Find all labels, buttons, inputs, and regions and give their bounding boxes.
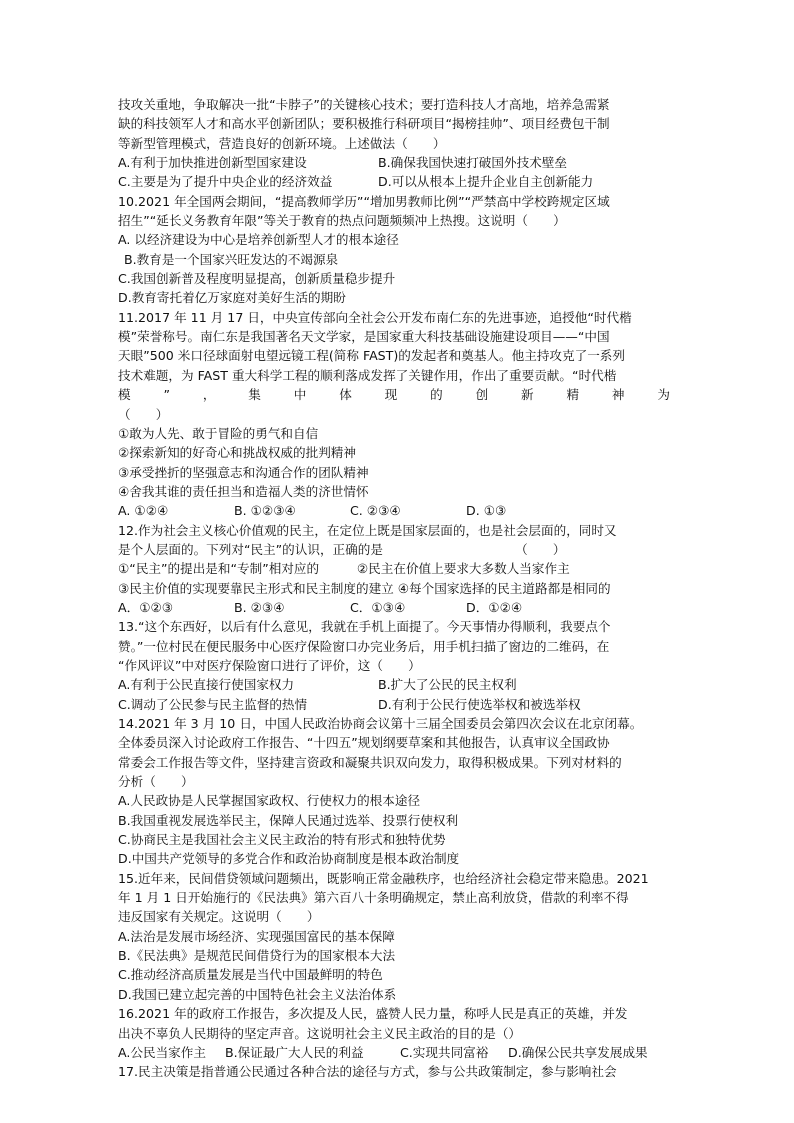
q11-word: 的: [430, 387, 443, 403]
q10-stem-line-1: 10.2021 年全国两会期间，“提高教师学历”“增加男教师比例”“严禁高中学校跨规定区域: [118, 193, 610, 209]
q14-stem-line-2: 全体委员深入讨论政府工作报告、“十四五”规划纲要草案和其他报告，认真审议全国政协: [118, 735, 610, 751]
q11-statement-4: ④舍我其谁的责任担当和造福人类的济世情怀: [118, 483, 369, 499]
q11-word: 中: [293, 387, 307, 403]
q11-statement-1: ①敢为人先、敢于冒险的勇气和自信: [118, 425, 319, 441]
q11-word: ”: [163, 387, 170, 403]
q11-answer-bracket: （ ）: [118, 406, 169, 422]
q13-option-b: B.扩大了公民的民主权利: [378, 677, 517, 693]
q11-options: [118, 501, 678, 520]
q14-option-c: C.协商民主是我国社会主义民主政治的特有形式和独特优势: [118, 832, 446, 848]
q10-stem-line-2: 招生”“延长义务教育年限”等关于教育的热点问题频频冲上热搜。这说明（ ）: [118, 213, 566, 229]
q12-option-b: B. ②③④: [234, 599, 285, 615]
q9-stem-line-2: 缺的科技领军人才和高水平创新团队；要积极推行科研项目“揭榜挂帅”、项目经费包干制: [118, 116, 610, 132]
q14-stem-line-3: 常委会工作报告等文件，坚持建言资政和凝聚共识双向发力，取得积极成果。下列对材料的: [118, 754, 622, 770]
q14-stem-line-1: 14.2021 年 3 月 10 日，中国人民政治协商会议第十三届全国委员会第四次会议在北京闭幕。: [118, 716, 643, 731]
q13-option-a: A.有利于公民直接行使国家权力: [118, 677, 295, 693]
q11-statement-3: ③承受挫折的坚强意志和沟通合作的团队精神: [118, 464, 369, 480]
q11-word: ，: [202, 387, 216, 403]
q10-option-a: A. 以经济建设为中心是培养创新型人才的根本途径: [118, 232, 399, 248]
q14-stem-line-4: 分析（ ）: [118, 774, 194, 790]
q13-stem-line-3: “作风评议”中对医疗保险窗口进行了评价，这（ ）: [118, 657, 421, 673]
q11-word: 体: [339, 387, 352, 403]
q15-option-a: A.法治是发展市场经济、实现强国富民的基本保障: [118, 928, 395, 944]
q13-stem-line-2: 赞。”一位村民在便民服务中心医疗保险窗口办完业务后，用手机扫描了窗边的二维码，在: [118, 638, 610, 654]
q11-word: 集: [248, 387, 261, 403]
q15-stem-line-2: 年 1 月 1 日开始施行的《民法典》第六百八十条明确规定，禁止高利放贷，借款的利率不得: [118, 890, 629, 906]
q11-word: 创: [475, 387, 489, 403]
q12-statements-1-2: ①“民主”的提出是和“专制”相对应的 ②民主在价值上要求大多数人当家作主: [118, 561, 570, 577]
q15-option-d: D.我国已建立起完善的中国特色社会主义法治体系: [118, 986, 397, 1002]
q10-option-b: B.教育是一个国家兴旺发达的不竭源泉: [124, 251, 339, 267]
q16-option-d: D.确保公民共享发展成果: [508, 1044, 648, 1060]
q16-stem-line-1: 16.2021 年的政府工作报告，多次提及人民，盛赞人民力量，称呼人民是真正的英雄，并发: [118, 1006, 628, 1022]
q11-stem-line-4: 技术难题，为 FAST 重大科学工程的顺利落成发挥了关键作用，作出了重要贡献。“时代楷: [118, 367, 617, 383]
q11-stem-line-3: 天眼”500 米口径球面射电望远镜工程(简称 FAST)的发起者和奠基人。他主持攻克了一系列: [118, 348, 625, 364]
exam-page: [118, 95, 678, 1082]
q11-stem-line-1: 11.2017 年 11 月 17 日，中央宣传部向全社会公开发布南仁东的先进事迹，追授他“时代楷: [118, 309, 632, 325]
q9-stem-line-1: 技攻关重地，争取解决一批“卡脖子”的关键核心技术；要打造科技人才高地，培养急需紧: [118, 97, 610, 112]
q13-options-cd: [118, 695, 678, 714]
q13-options-ab: [118, 675, 678, 694]
q13-option-c: C.调动了公民参与民主监督的热情: [118, 696, 308, 712]
q14-option-a: A.人民政协是人民掌握国家政权、行使权力的根本途径: [118, 793, 421, 809]
q11-word: 现: [384, 387, 398, 403]
q11-option-b: B. ①②③④: [234, 503, 296, 519]
q13-option-d: D.有利于公民行使选举权和被选举权: [378, 696, 581, 712]
q9-options-cd: [118, 172, 678, 191]
q14-option-d: D.中国共产党领导的多党合作和政治协商制度是根本政治制度: [118, 851, 460, 867]
q11-word: 精: [566, 387, 580, 403]
q12-options: [118, 598, 678, 617]
q11-word: 为: [657, 387, 670, 403]
q17-stem-line-1: 17.民主决策是指普通公民通过各种合法的途径与方式，参与公共政策制定，参与影响社会: [118, 1064, 617, 1080]
q16-option-b: B.保证最广大人民的利益: [225, 1044, 364, 1060]
q11-word: 模: [118, 387, 131, 403]
q11-stem-line-5: [118, 385, 670, 404]
q12-stem-line-1: 12.作为社会主义核心价值观的民主，在定位上既是国家层面的，也是社会层面的，同时又: [118, 522, 617, 538]
q9-option-d: D.可以从根本上提升企业自主创新能力: [378, 174, 594, 190]
q16-option-a: A.公民当家作主: [118, 1044, 206, 1060]
q12-option-d: D．①②④: [466, 599, 523, 615]
q9-option-a: A.有利于加快推进创新型国家建设: [118, 155, 307, 171]
q11-statement-2: ②探索新知的好奇心和挑战权威的批判精神: [118, 445, 356, 461]
q12-stem-line-2: 是个人层面的。下列对“民主”的认识，正确的是 （ ）: [118, 541, 566, 557]
q11-option-c: C. ②③④: [350, 503, 401, 519]
q13-stem-line-1: 13.“这个东西好，以后有什么意见，我就在手机上面提了。今天事情办得顺利，我要点个: [118, 619, 611, 635]
q9-stem-line-3: 等新型管理模式，营造良好的创新环境。上述做法（ ）: [118, 135, 446, 151]
q14-option-b: B.我国重视发展选举民主，保障人民通过选举、投票行使权利: [118, 812, 459, 828]
q15-stem-line-3: 违反国家有关规定。这说明（ ）: [118, 909, 320, 925]
q9-option-c: C.主要是为了提升中央企业的经济效益: [118, 174, 333, 190]
q11-stem-line-2: 模”荣誉称号。南仁东是我国著名天文学家，是国家重大科技基础设施建设项目——“中国: [118, 329, 610, 345]
q12-option-c: C．①③④: [350, 599, 406, 615]
q9-options-ab: [118, 153, 678, 172]
q11-option-a: A. ①②④: [118, 503, 169, 519]
q15-stem-line-1: 15.近年来，民间借贷领域问题频出，既影响正常金融秩序，也给经济社会稳定带来隐患。2021: [118, 870, 649, 886]
q10-option-d: D.教育寄托着亿万家庭对美好生活的期盼: [118, 290, 346, 306]
q16-options: [118, 1043, 678, 1062]
q9-option-b: B.确保我国快速打破国外技术壁垒: [378, 155, 567, 171]
q12-statements-3-4: ③民主价值的实现要靠民主形式和民主制度的建立 ④每个国家选择的民主道路都是相同的: [118, 580, 611, 596]
q12-option-a: A．①②③: [118, 599, 174, 615]
q15-option-b: B.《民法典》是规范民间借贷行为的国家根本大法: [118, 948, 396, 964]
q10-option-c: C.我国创新普及程度明显提高，创新质量稳步提升: [118, 271, 396, 287]
q11-option-d: D. ①③: [466, 503, 507, 519]
q11-word: 新: [521, 387, 534, 403]
q16-option-c: C.实现共同富裕: [400, 1044, 489, 1060]
q11-word: 神: [611, 387, 625, 403]
q15-option-c: C.推动经济高质量发展是当代中国最鲜明的特色: [118, 967, 383, 983]
q16-stem-line-2: 出决不辜负人民期待的坚定声音。这说明社会主义民主政治的目的是（）: [118, 1025, 521, 1041]
